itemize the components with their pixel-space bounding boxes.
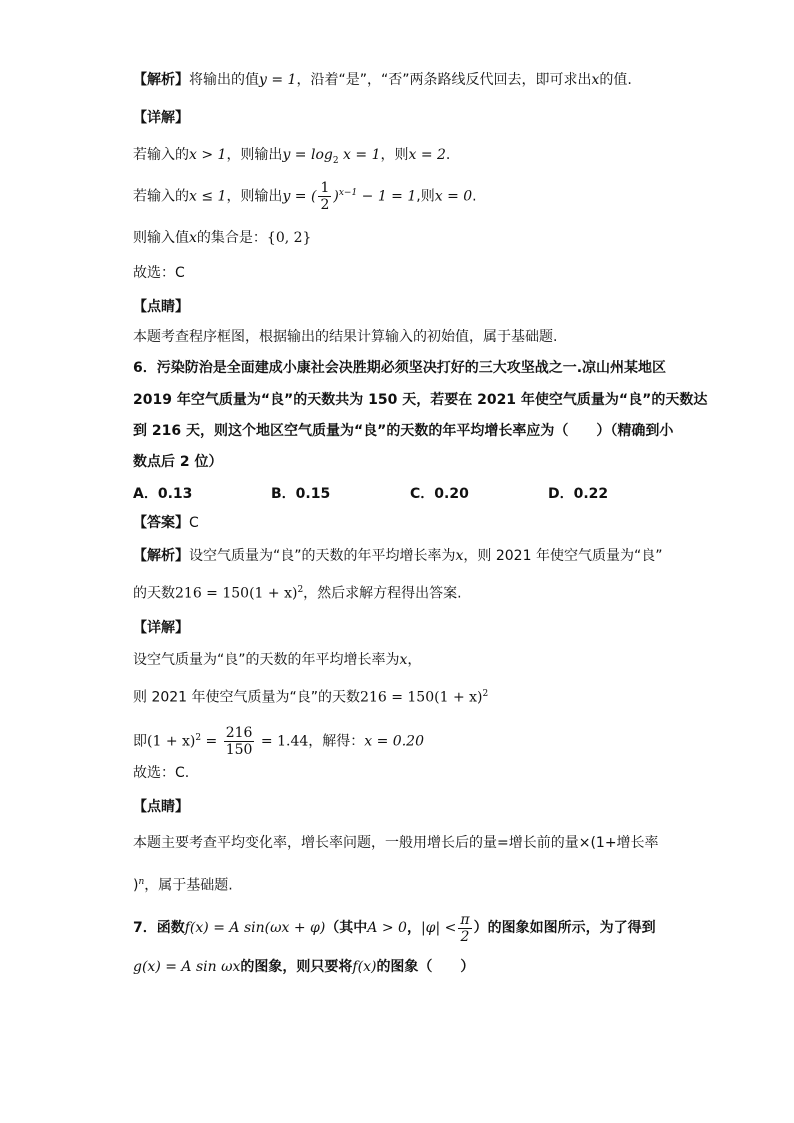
q6-question-line-4: 数点后 2 位） (133, 454, 223, 470)
q6-remark-line-1: 本题主要考查平均变化率，增长率问题，一般用增长后的量=增长前的量×(1+增长率 (133, 835, 659, 851)
remark-tag: 【点睛】 (133, 299, 189, 315)
option-a: A．0.13 (133, 486, 193, 502)
q5-set-line: 则输入值x的集合是：{0, 2} (133, 230, 312, 246)
q7-question-line-2: g(x) = A sin ωx的图象，则只要将f(x)的图象（ ） (133, 959, 475, 975)
option-b: B．0.15 (271, 486, 331, 502)
analysis-tag: 【解析】 (133, 72, 189, 88)
q6-remark-line-2: )$^n$，属于基础题. (133, 877, 233, 894)
fraction: $\frac{1}{2}$ (320, 180, 330, 213)
option-c: C．0.20 (410, 486, 469, 502)
q6-choose: 故选：C. (133, 765, 190, 781)
fraction: $\frac{\pi}{2}$ (460, 911, 470, 945)
q5-choose: 故选：C (133, 265, 185, 281)
q6-question-line-2: 2019 年空气质量为“良”的天数共为 150 天，若要在 2021 年使空气质量为“良”的天数达 (133, 392, 708, 408)
q6-analysis-line-1: 【解析】设空气质量为“良”的天数的年平均增长率为x，则 2021 年使空气质量为“良” (133, 548, 663, 564)
q5-case-1: 若输入的x > 1，则输出$y = \log_2 x = 1$，则x = 2. (133, 147, 451, 166)
detail-tag: 【详解】 (133, 620, 189, 636)
q6-detail-line-1: 设空气质量为“良”的天数的年平均增长率为x， (133, 652, 422, 668)
q6-answer-line: 【答案】C (133, 515, 199, 531)
q6-detail-line-2: 则 2021 年使空气质量为“良”的天数$216 = 150(1 + x)^2$ (133, 689, 489, 706)
answer-tag: 【答案】 (133, 515, 189, 531)
option-d: D．0.22 (548, 486, 609, 502)
analysis-tag: 【解析】 (133, 548, 189, 564)
detail-tag: 【详解】 (133, 110, 189, 126)
fraction: $\frac{216}{150}$ (225, 725, 253, 759)
remark-tag: 【点睛】 (133, 799, 189, 815)
q6-analysis-line-2: 的天数$216 = 150(1 + x)^2$，然后求解方程得出答案. (133, 585, 462, 602)
q6-question-line-1: 6．污染防治是全面建成小康社会决胜期必须坚决打好的三大攻坚战之一.凉山州某地区 (133, 360, 667, 376)
q5-case-2: 若输入的x ≤ 1，则输出y = ( $\frac{1}{2}$ )$^{x-1}$ − 1 = 1,则x = 0. (133, 180, 477, 213)
q5-remark-text: 本题考查程序框图，根据输出的结果计算输入的初始值，属于基础题. (133, 329, 558, 345)
q6-detail-line-3: 即$(1 + x)^2$ = $\frac{216}{150}$ = 1.44，解得：x = 0.20 (133, 725, 424, 759)
q5-analysis-line: 【解析】将输出的值y = 1，沿着“是”，“否”两条路线反代回去，即可求出x的值. (133, 72, 632, 88)
q6-question-line-3: 到 216 天，则这个地区空气质量为“良”的天数的年平均增长率应为（ ）（精确到小 (133, 423, 674, 439)
q7-question-line-1: 7．函数f(x) = A sin(ωx + φ)（其中A > 0，|φ| < $\frac{\pi}{2}$ ）的图象如图所示，为了得到 (133, 911, 656, 945)
